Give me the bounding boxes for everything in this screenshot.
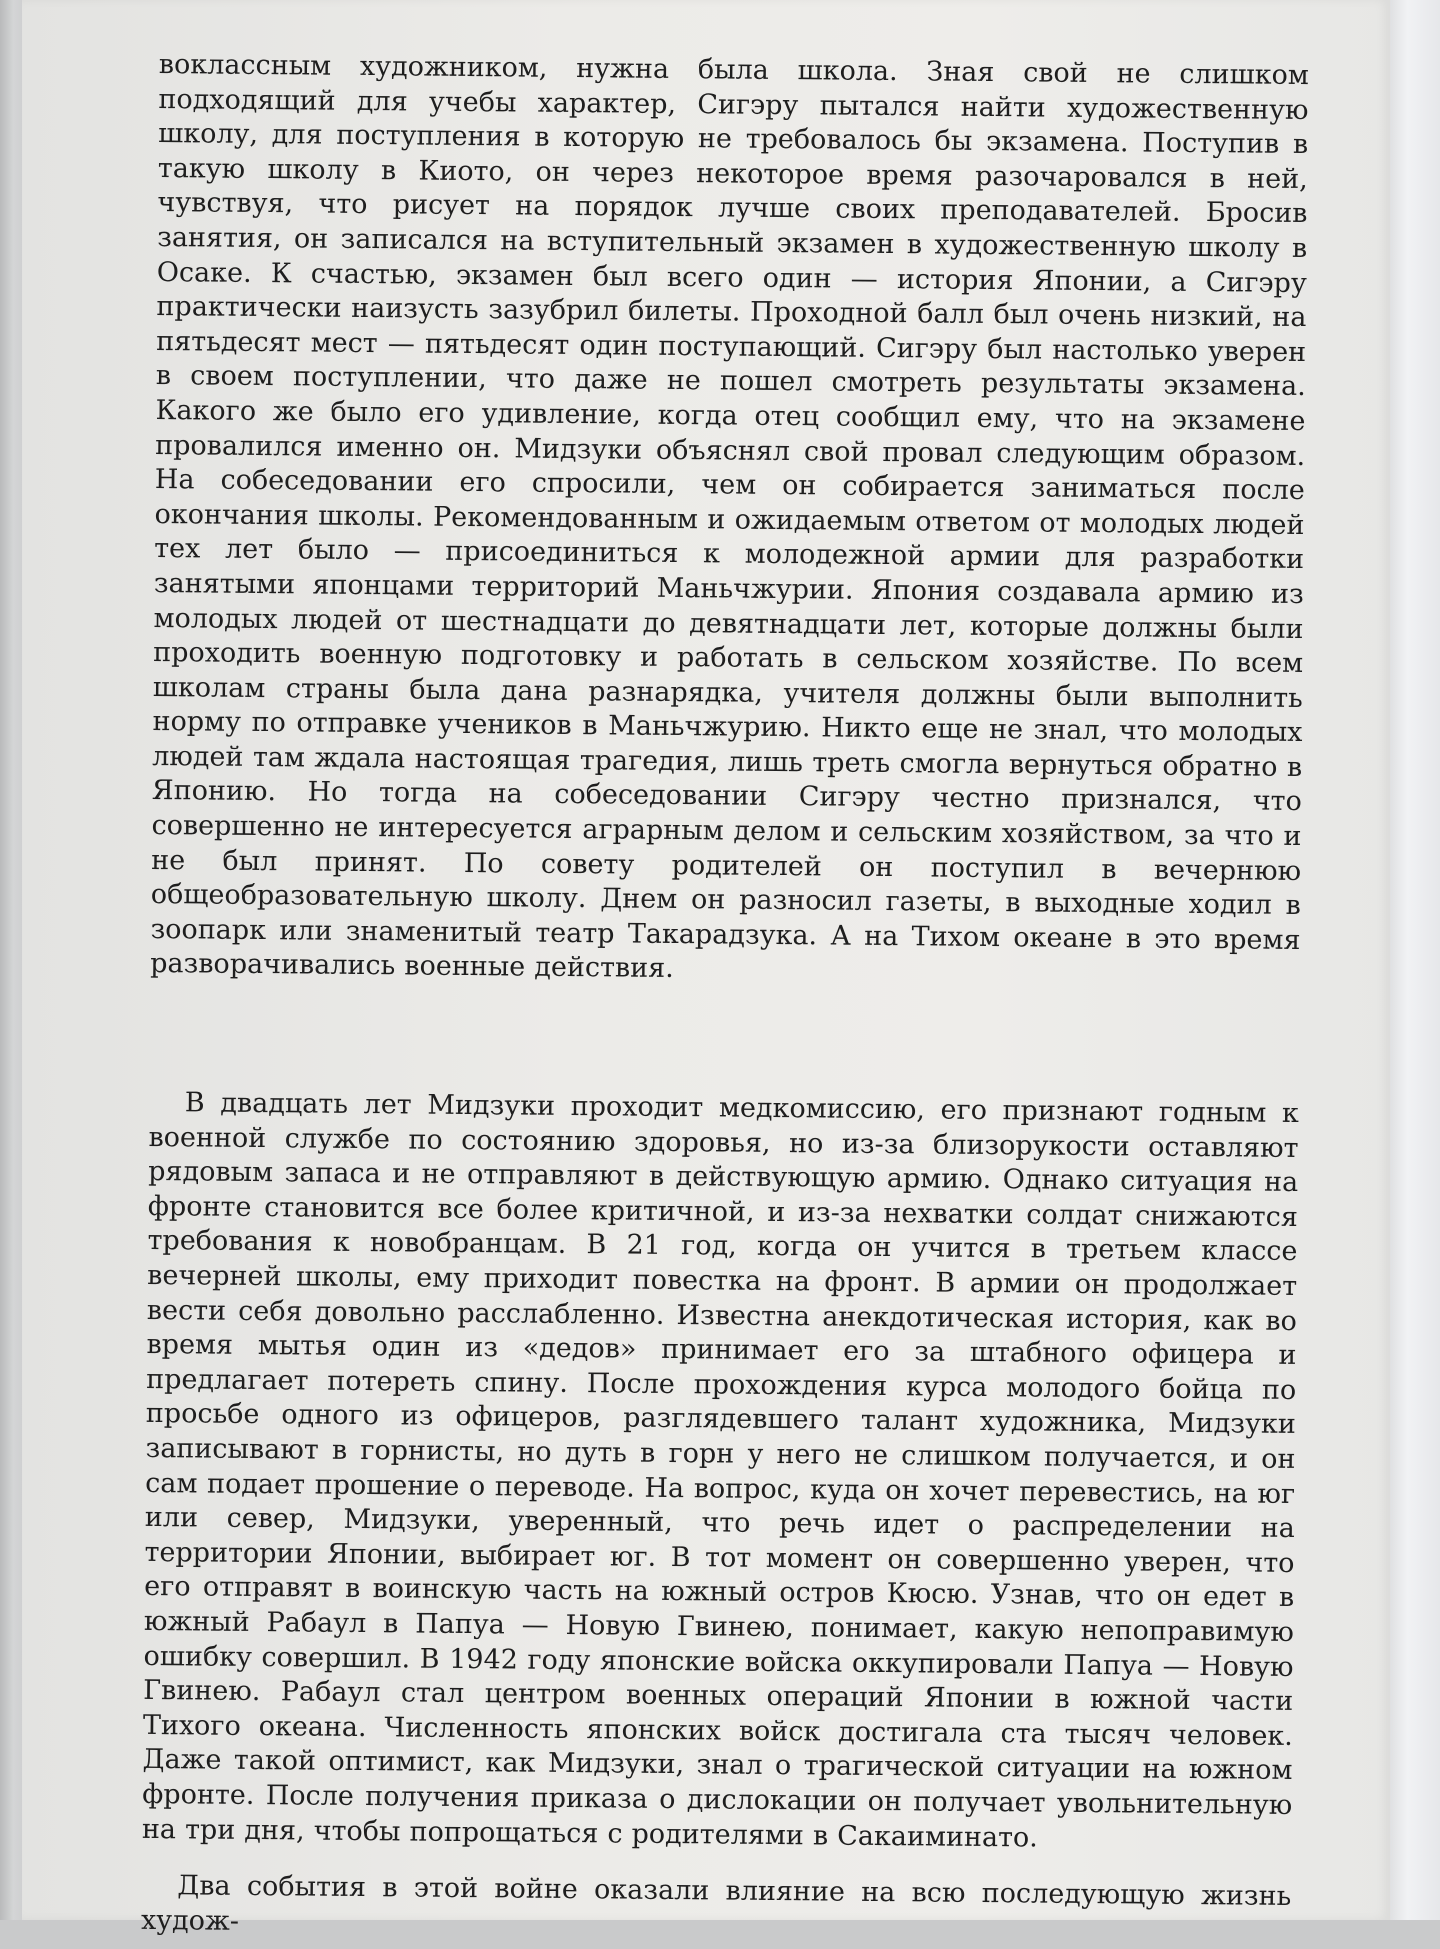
- page-right-edge: [1390, 0, 1440, 1920]
- paragraph-3: Два события в этой войне оказали влияние на всю последующую жизнь худож-: [140, 1870, 1292, 1937]
- page-left-edge: [0, 0, 22, 1920]
- paragraph-2: В двадцать лет Мидзуки проходит медкомиссию, его признают годным к военной службе по состоянию здоровья, но из-за близорукости оставляют рядовым запаса и не отправляют в действующую армию. Однако ситуация на фронте становится все более критичной, и из-за нехватки солдат снижаются требования к новобранцам. В 21 год, когда он учится в третьем классе вечерней школы, ему приходит повестка на фронт. В армии он продолжает вести себя довольно расслабленно. Известна анекдотическая история, как во время мытья один из «дедов» принимает его за штабного офицера и предлагает потереть спину. После прохождения курса молодого бойца по просьбе одного из офицеров, разглядевшего талант художника, Мидзуки записывают в горнисты, но дуть в горн у него не слишком получается, и он сам подает прошение о переводе. На вопрос, куда он хочет перевестись, на юг или север, Мидзуки, уверенный, что речь идет о распределении на территории Японии, выбирает юг. В тот момент он совершенно уверен, что его отправят в воинскую часть на южный остров Кюсю. Узнав, что он едет в южный Рабаул в Папуа — Новую Гвинею, понимает, какую непоправимую ошибку совершил. В 1942 году японские войска оккупировали Папуа — Новую Гвинею. Рабаул стал центром военных операций Японии в южной части Тихого океана. Численность японских войск достигала ста тысяч человек. Даже такой оптимист, как Мидзуки, знал о трагической ситуации на южном фронте. После получения приказа о дислокации он получает увольнительную на три дня, чтобы попрощаться с родителями в Сакаиминато.: [141, 1087, 1299, 1854]
- paragraph-1: воклассным художником, нужна была школа. Зная свой не слишком подходящий для учебы характер, Сигэру пытался найти художественную школу, для поступления в которую не требовалось бы экзамена. Поступив в такую школу в Киото, он через некоторое время разочаровался в ней, чувствуя, что рисует на порядок лучше своих преподавателей. Бросив занятия, он записался на вступительный экзамен в художественную школу в Осаке. К счастью, экзамен был всего один — история Японии, а Сигэру практически наизусть зазубрил билеты. Проходной балл был очень низкий, на пятьдесят мест — пятьдесят один поступающий. Сигэру был настолько уверен в своем поступлении, что даже не пошел смотреть результаты экзамена. Какого же было его удивление, когда отец сообщил ему, что на экзамене провалился именно он. Мидзуки объяснял свой провал следующим образом. На собеседовании его спросили, чем он собирается заниматься после окончания школы. Рекомендованным и ожидаемым ответом от молодых людей тех лет было — присоединиться к молодежной армии для разработки занятыми японцами территорий Маньчжурии. Япония создавала армию из молодых людей от шестнадцати до девятнадцати лет, которые должны были проходить военную подготовку и работать в сельском хозяйстве. По всем школам страны была дана разнарядка, учителя должны были выполнить норму по отправке учеников в Маньчжурию. Никто еще не знал, что молодых людей там ждала настоящая трагедия, лишь треть смогла вернуться обратно в Японию. Но тогда на собеседовании Сигэру честно признался, что совершенно не интересуется аграрным делом и сельским хозяйством, за что и не был принят. По совету родителей он поступил в вечернюю общеобразовательную школу. Днем он разносил газеты, в выходные ходил в зоопарк или знаменитый театр Такарадзука. А на Тихом океане в это время разворачивались военные действия.: [150, 48, 1309, 985]
- body-text: [141, 48, 1309, 1949]
